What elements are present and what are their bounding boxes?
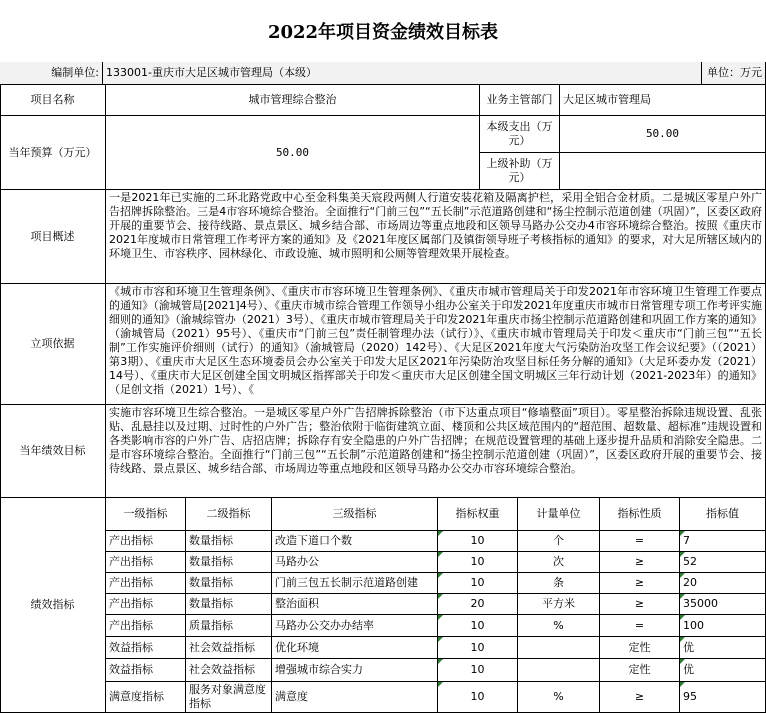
page-title: 2022年项目资金绩效目标表 xyxy=(267,22,499,43)
indicator-row-nature: ≥ xyxy=(600,594,680,615)
indicator-row-value: 优 xyxy=(680,637,766,659)
indicator-row-value: 95 xyxy=(680,682,766,713)
indicator-row-nature: ≥ xyxy=(600,682,680,713)
project-name-value: 城市管理综合整治 xyxy=(106,85,480,116)
indicators-label: 绩效指标 xyxy=(0,498,106,713)
basis-label: 立项依据 xyxy=(0,284,106,405)
indicator-row-level1: 产出指标 xyxy=(106,552,186,573)
own-spending-label: 本级支出（万元） xyxy=(480,116,560,153)
indicator-row-level1: 满意度指标 xyxy=(106,682,186,713)
indicator-row-level2: 数量指标 xyxy=(186,594,272,615)
indicator-row-unit: 次 xyxy=(518,552,600,573)
indicator-row-level3: 整治面积 xyxy=(272,594,438,615)
indicator-row-value: 100 xyxy=(680,615,766,637)
upper-subsidy-value xyxy=(560,153,766,190)
indicator-row-unit: % xyxy=(518,682,600,713)
indicator-row-level2: 数量指标 xyxy=(186,573,272,594)
unit-label: 编制单位: xyxy=(0,62,103,85)
indicator-header-weight: 指标权重 xyxy=(438,498,518,531)
goal-text: 实施市容环境卫生综合整治。一是城区零星户外广告招牌拆除整治（市下达重点项目“修墙整面”项目）。零星整治拆除违规设置、乱张贴、乱悬挂以及过期、过时性的户外广告；整治依附于临街建筑立面、楼顶和公共区域范围内的“超范围、超数量、超标准”违规设置和各类影响市容的户外广告、店招店牌；拆除存有安全隐患的户外广告招牌；在规范设置管理的基础上逐步提升品质和消除安全隐患。二是市容环境综合整治。全面推行“门前三包”“五长制”示范道路创建和“扬尘控制示范道创建（巩固）”，区委区政府开展的重要节会、接待线路、景点景区、城乡结合部、市场周边等重点地段和区领导马路办公交办市容环境综合整治。 xyxy=(106,405,766,498)
indicator-row-weight: 10 xyxy=(438,531,518,552)
indicator-row-weight: 10 xyxy=(438,552,518,573)
unit-value: 133001-重庆市大足区城市管理局（本级） xyxy=(103,62,702,85)
indicator-row-unit xyxy=(518,637,600,659)
indicator-row-unit: 平方米 xyxy=(518,594,600,615)
overview-text: 一是2021年已实施的二环北路党政中心至金科集美天宸段两侧人行道安装花箱及隔离护栏，采用全铝合金材质。二是城区零星户外广告招牌拆除整治。三是4市容环境综合整治。全面推行“门前三包”“五长制”示范道路创建和“扬尘控制示范道创建（巩固）”，区委区政府开展的重要节会、接待线路、景点景区、城乡结合部、市场周边等重点地段和区领导马路办公交办4市容环境综合整治。按照《重庆市2021年度城市日常管理工作考评方案的通知》及《2021年度区属部门及镇街领导班子考核指标的通知》的要求，对大足所辖区域内的环境卫生、市容秩序、园林绿化、市政设施、城市照明和公厕等管理效果开展检查。 xyxy=(106,190,766,284)
indicator-row-weight: 10 xyxy=(438,573,518,594)
indicator-row-weight: 20 xyxy=(438,594,518,615)
indicator-row-nature: ≥ xyxy=(600,573,680,594)
dept-value: 大足区城市管理局 xyxy=(560,85,766,116)
own-spending-value: 50.00 xyxy=(560,116,766,153)
indicator-row-level1: 产出指标 xyxy=(106,531,186,552)
indicator-row-value: 20 xyxy=(680,573,766,594)
indicator-header-unit: 计量单位 xyxy=(518,498,600,531)
indicator-row-nature: 定性 xyxy=(600,637,680,659)
indicator-row-level2: 质量指标 xyxy=(186,615,272,637)
dept-label: 业务主管部门 xyxy=(480,85,560,116)
indicator-row-weight: 10 xyxy=(438,682,518,713)
indicator-row-level3: 门前三包五长制示范道路创建 xyxy=(272,573,438,594)
indicator-row-value: 52 xyxy=(680,552,766,573)
indicator-row-level2: 服务对象满意度指标 xyxy=(186,682,272,713)
budget-total: 50.00 xyxy=(106,116,480,190)
indicator-row-level3: 增强城市综合实力 xyxy=(272,659,438,682)
indicator-row-level3: 满意度 xyxy=(272,682,438,713)
indicator-header-level2: 二级指标 xyxy=(186,498,272,531)
indicator-row-nature: 定性 xyxy=(600,659,680,682)
indicator-row-weight: 10 xyxy=(438,615,518,637)
indicator-row-level1: 产出指标 xyxy=(106,615,186,637)
goal-label: 当年绩效目标 xyxy=(0,405,106,498)
indicator-row-unit xyxy=(518,659,600,682)
indicator-row-level2: 社会效益指标 xyxy=(186,659,272,682)
indicator-header-nature: 指标性质 xyxy=(600,498,680,531)
indicator-row-value: 优 xyxy=(680,659,766,682)
indicator-row-level1: 产出指标 xyxy=(106,573,186,594)
indicator-row-level3: 优化环境 xyxy=(272,637,438,659)
indicator-row-unit: 个 xyxy=(518,531,600,552)
indicator-row-unit: % xyxy=(518,615,600,637)
indicator-row-value: 35000 xyxy=(680,594,766,615)
indicator-row-level1: 效益指标 xyxy=(106,659,186,682)
indicator-header-value: 指标值 xyxy=(680,498,766,531)
budget-label: 当年预算（万元） xyxy=(0,116,106,190)
indicator-row-level2: 社会效益指标 xyxy=(186,637,272,659)
indicator-row-weight: 10 xyxy=(438,637,518,659)
project-name-label: 项目名称 xyxy=(0,85,106,116)
indicator-row-level3: 改造下道口个数 xyxy=(272,531,438,552)
indicator-row-level1: 效益指标 xyxy=(106,637,186,659)
indicator-row-value: 7 xyxy=(680,531,766,552)
basis-text: 《城市市容和环境卫生管理条例》、《重庆市市容环境卫生管理条例》、《重庆市城市管理局关于印发2021年市容环境卫生管理工作要点的通知》（渝城管局[2021]4号）、《重庆市城市综合管理工作领导小组办公室关于印发2021年度重庆市城市日常管理专项工作考评实施细则的通知》（渝城综管办（2021）3号）、《重庆市城市管理局关于印发2021年重庆市扬尘控制示范道路创建和巩固工作方案的通知》（渝城管局（2021）95号）、《重庆市“门前三包”责任制管理办法（试行）》、《重庆市城市管理局关于印发＜重庆市“门前三包”“五长制”工作实施评价细则（试行）的通知》（渝城管局（2020）142号）、《大足区2021年度大气污染防治攻坚工作会议纪要》（（2021）第3期）、《重庆市大足区生态环境委员会办公室关于印发大足区2021年污染防治攻坚目标任务分解的通知》（大足环委办发（2021）14号）、《重庆市大足区创建全国文明城区指挥部关于印发＜重庆市大足区创建全国文明城区三年行动计划（2021-2023年）的通知》（足创文指（2021）1号）、《 xyxy=(106,284,766,405)
indicator-row-level3: 马路办公 xyxy=(272,552,438,573)
money-unit: 单位：万元 xyxy=(702,62,766,85)
upper-subsidy-label: 上级补助（万元） xyxy=(480,153,560,190)
indicator-row-level3: 马路办公交办办结率 xyxy=(272,615,438,637)
indicator-row-level2: 数量指标 xyxy=(186,531,272,552)
indicator-header-level3: 三级指标 xyxy=(272,498,438,531)
indicator-header-level1: 一级指标 xyxy=(106,498,186,531)
indicator-row-weight: 10 xyxy=(438,659,518,682)
indicator-row-nature: = xyxy=(600,615,680,637)
indicator-row-nature: = xyxy=(600,531,680,552)
indicator-row-level2: 数量指标 xyxy=(186,552,272,573)
indicator-row-level1: 产出指标 xyxy=(106,594,186,615)
overview-label: 项目概述 xyxy=(0,190,106,284)
indicator-row-unit: 条 xyxy=(518,573,600,594)
indicator-row-nature: ≥ xyxy=(600,552,680,573)
